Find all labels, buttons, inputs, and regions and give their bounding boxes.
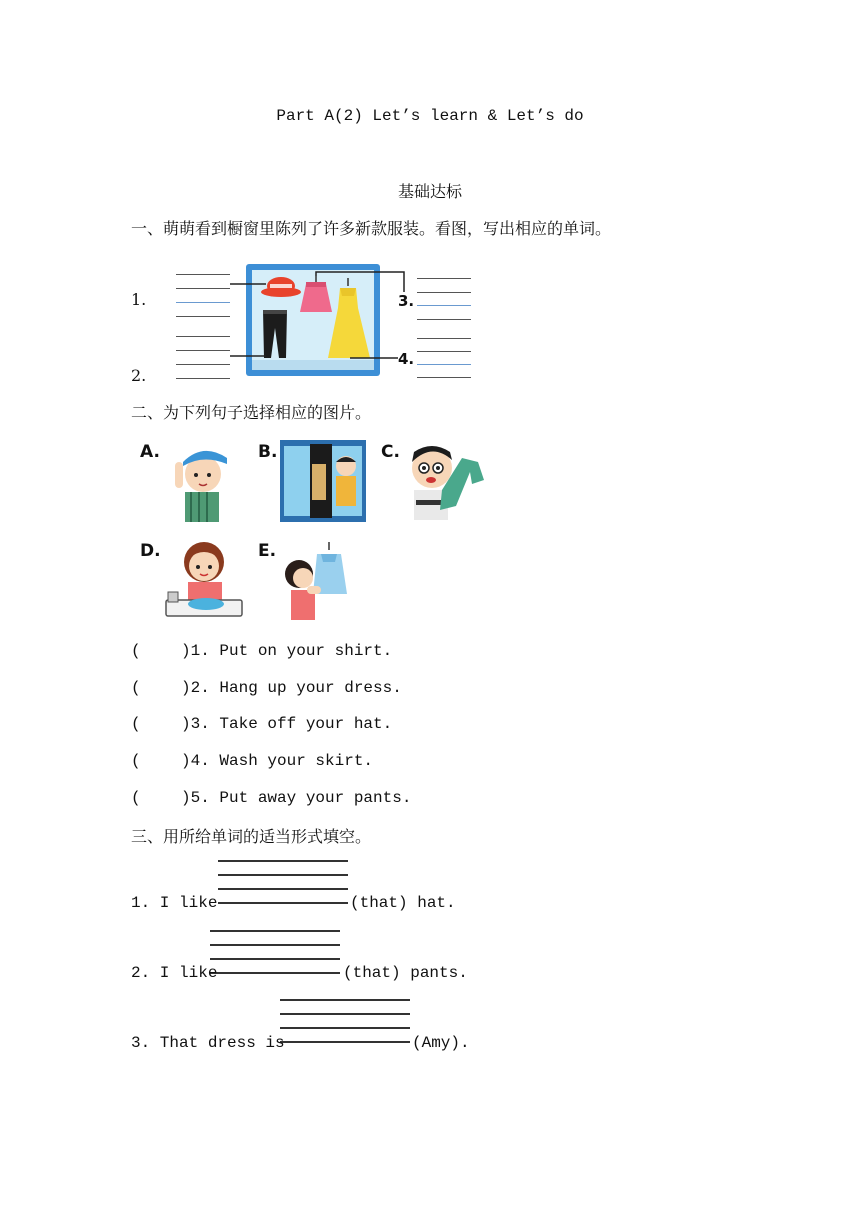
section3-heading: 三、用所给单词的适当形式填空。 — [131, 827, 372, 846]
paren-3[interactable]: ( — [131, 715, 141, 733]
pic-label-b: B. — [258, 442, 278, 462]
fill-item-2-after: (that) pants. — [343, 964, 468, 982]
pic-label-a: A. — [140, 442, 160, 462]
label-4-graphic: 4. — [398, 350, 415, 368]
paren-1[interactable]: ( — [131, 642, 141, 660]
fill-item-1-before: 1. I like — [131, 894, 218, 912]
paren-4[interactable]: ( — [131, 752, 141, 770]
section1-heading: 一、萌萌看到橱窗里陈列了许多新款服装。看图，写出相应的单词。 — [131, 219, 612, 238]
picture-c-boy-shirt — [404, 440, 490, 526]
label-1: 1. — [131, 290, 147, 309]
page-subtitle: 基础达标 — [397, 182, 462, 201]
page-title: Part A(2) Let’s learn & Let’s do — [276, 107, 584, 125]
section2-heading: 二、为下列句子选择相应的图片。 — [131, 403, 372, 422]
picture-e-girl-hang — [281, 540, 351, 622]
fill-item-3-before: 3. That dress is — [131, 1034, 285, 1052]
pic-label-e: E. — [258, 541, 277, 561]
sentence-3: )3. Take off your hat. — [181, 715, 393, 733]
picture-a-boy-hat — [165, 440, 237, 522]
picture-d-girl-wash — [160, 538, 248, 622]
sentence-5: )5. Put away your pants. — [181, 789, 412, 807]
pic-label-c: C. — [381, 442, 400, 462]
sentence-4: )4. Wash your skirt. — [181, 752, 374, 770]
label-2: 2. — [131, 366, 147, 385]
paren-2[interactable]: ( — [131, 679, 141, 697]
sentence-1: )1. Put on your shirt. — [181, 642, 393, 660]
fill-item-1-after: (that) hat. — [350, 894, 456, 912]
paren-5[interactable]: ( — [131, 789, 141, 807]
shop-window-picture — [230, 262, 420, 382]
pic-label-d: D. — [140, 541, 161, 561]
picture-b-wardrobe — [280, 440, 366, 522]
fill-item-2-before: 2. I like — [131, 964, 218, 982]
label-3-graphic: 3. — [398, 292, 415, 310]
sentence-2: )2. Hang up your dress. — [181, 679, 402, 697]
fill-item-3-after: (Amy). — [412, 1034, 470, 1052]
